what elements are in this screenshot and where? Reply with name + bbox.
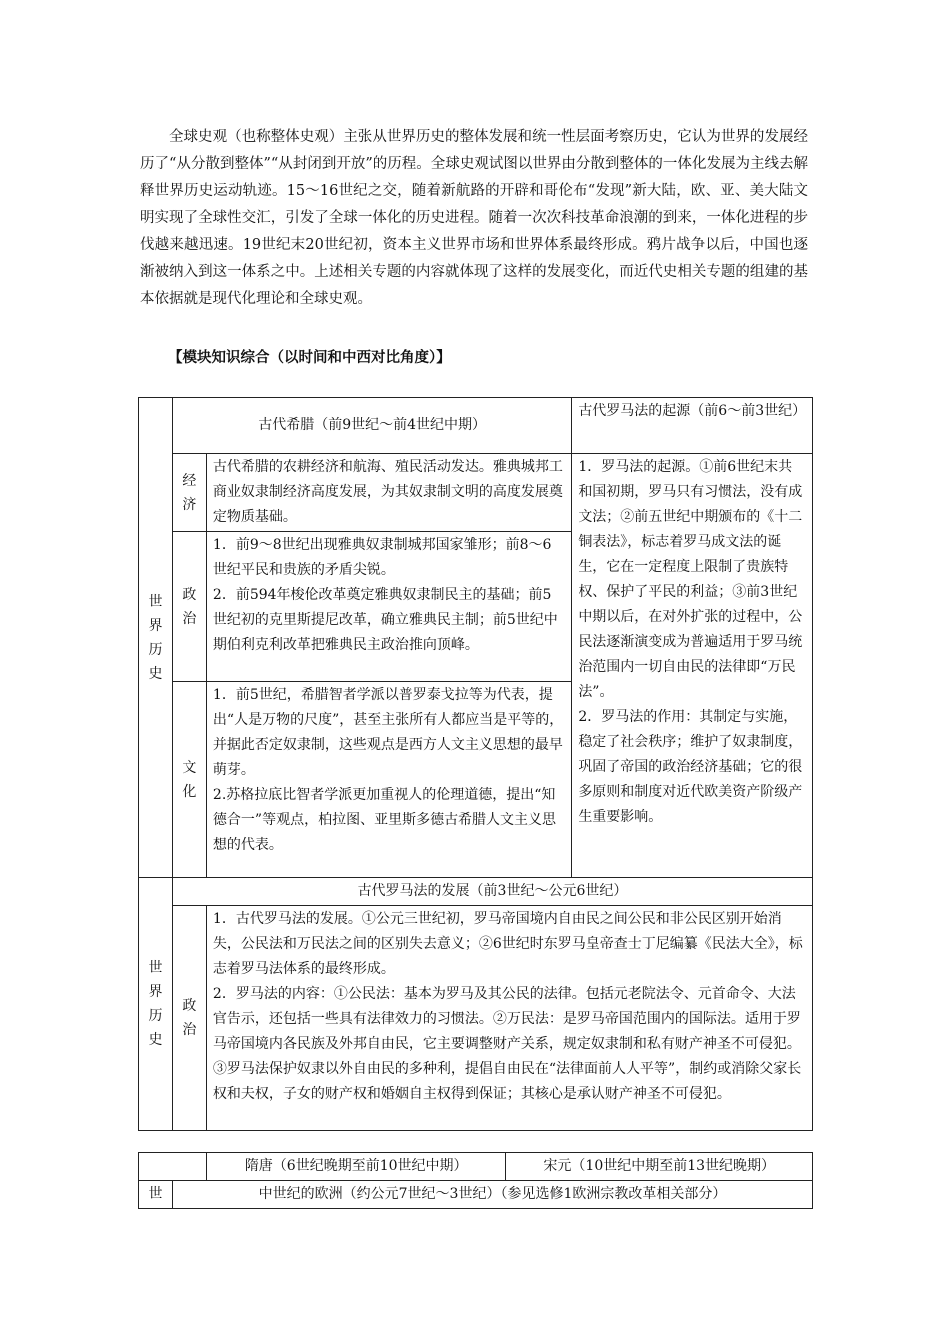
economy-label: 经济 — [172, 454, 206, 532]
side-label-world-history: 世界历史 — [139, 398, 173, 878]
greece-header: 古代希腊（前9世纪～前4世纪中期） — [172, 398, 571, 454]
economy-text: 古代希腊的农耕经济和航海、殖民活动发达。雅典城邦工商业奴隶制经济高度发展，为其奴隶制文明的高度发展奠定物质基础。 — [206, 454, 571, 532]
rome-origin-header: 古代罗马法的起源（前6～前3世纪） — [572, 398, 813, 454]
section-heading: 【模块知识综合（以时间和中西对比角度）】 — [168, 350, 451, 366]
rome-origin-item: 2．罗马法的作用：其制定与实施，稳定了社会秩序；维护了奴隶制度，巩固了帝国的政治经济基础；它的很多原则和制度对近代欧美资产阶级产生重要影响。 — [578, 709, 803, 825]
song-yuan-header: 宋元（10世纪中期至前13世纪晚期） — [506, 1153, 813, 1181]
medieval-table — [138, 1152, 813, 1209]
empty-corner-cell — [139, 1153, 207, 1181]
culture-item: 1．前5世纪，希腊智者学派以普罗泰戈拉等为代表，提出“人是万物的尺度”，甚至主张所有人都应当是平等的，并据此否定奴隶制，这些观点是西方人文主义思想的最早萌芽。 — [212, 687, 564, 778]
politics-item: 2．前594年梭伦改革奠定雅典奴隶制民主的基础；前5世纪初的克里斯提尼改革，确立雅典民主制；前5世纪中期伯利克利改革把雅典民主政治推向顶峰。 — [212, 587, 558, 653]
rome-dev-header: 古代罗马法的发展（前3世纪～公元6世纪） — [172, 878, 812, 906]
politics-item: 1．前9～8世纪出现雅典奴隶制城邦国家雏形；前8～6世纪平民和贵族的矛盾尖锐。 — [212, 537, 552, 578]
politics-content — [206, 532, 571, 682]
rome-dev-item: 2．罗马法的内容：①公民法：基本为罗马及其公民的法律。包括元老院法令、元首命令、大法官告示，还包括一些具有法律效力的习惯法。②万民法：是罗马帝国范围内的国际法。适用于罗马帝国境内各民族及外邦自由民，它主要调整财产关系，规定奴隶制和私有财产神圣不可侵犯。③罗马法保护奴隶以外自由民的多种利，提倡自由民在“法律面前人人平等”，制约或消除父家长权和夫权，子女的财产权和婚姻自主权得到保证；其核心是承认财产神圣不可侵犯。 — [212, 986, 802, 1102]
rome-origin-content — [572, 454, 813, 878]
culture-label: 文化 — [172, 682, 206, 878]
intro-paragraph: 全球史观（也称整体史观）主张从世界历史的整体发展和统一性层面考察历史，它认为世界的发展经历了“从分散到整体”“从封闭到开放”的历程。全球史观试图以世界由分散到整体的一体化发展为主线去解释世界历史运动轨迹。15～16世纪之交，随着新航路的开辟和哥伦布“发现”新大陆，欧、亚、美大陆文明实现了全球性交汇，引发了全球一体化的历史进程。随着一次次科技革命浪潮的到来，一体化进程的步伐越来越迅速。19世纪末20世纪初，资本主义世界市场和世界体系最终形成。鸦片战争以后，中国也逐渐被纳入到这一体系之中。上述相关专题的内容就体现了这样的发展变化，而近代史相关专题的组建的基本依据就是现代化理论和全球史观。 — [140, 129, 808, 307]
rome-dev-item: 1．古代罗马法的发展。①公元三世纪初，罗马帝国境内自由民之间公民和非公民区别开始消失，公民法和万民法之间的区别失去意义；②6世纪时东罗马皇帝查士丁尼编纂《民法大全》，标志着罗马法体系的最终形成。 — [212, 911, 803, 977]
politics-label: 政治 — [172, 532, 206, 682]
side-label-short: 世 — [139, 1181, 173, 1209]
greece-rome-table — [138, 397, 813, 1131]
sui-tang-header: 隋唐（6世纪晚期至前10世纪中期） — [206, 1153, 506, 1181]
side-label-world-history-2: 世界历史 — [139, 878, 173, 1131]
rome-origin-item: 1．罗马法的起源。①前6世纪末共和国初期，罗马只有习惯法，没有成文法；②前五世纪中期颁布的《十二铜表法》，标志着罗马成文法的诞生，它在一定程度上限制了贵族特权、保护了平民的利益；③前3世纪中期以后，在对外扩张的过程中，公民法逐渐演变成为普遍适用于罗马统治范围内一切自由民的法律即“万民法”。 — [578, 459, 803, 700]
culture-content — [206, 682, 571, 878]
rome-dev-content — [206, 906, 812, 1131]
culture-item: 2.苏格拉底比智者学派更加重视人的伦理道德，提出“知德合一”等观点，柏拉图、亚里斯多德古希腊人文主义思想的代表。 — [212, 787, 557, 853]
rome-dev-politics-label: 政治 — [172, 906, 206, 1131]
medieval-europe-header: 中世纪的欧洲（约公元7世纪～3世纪）（参见选修1欧洲宗教改革相关部分） — [172, 1181, 812, 1209]
